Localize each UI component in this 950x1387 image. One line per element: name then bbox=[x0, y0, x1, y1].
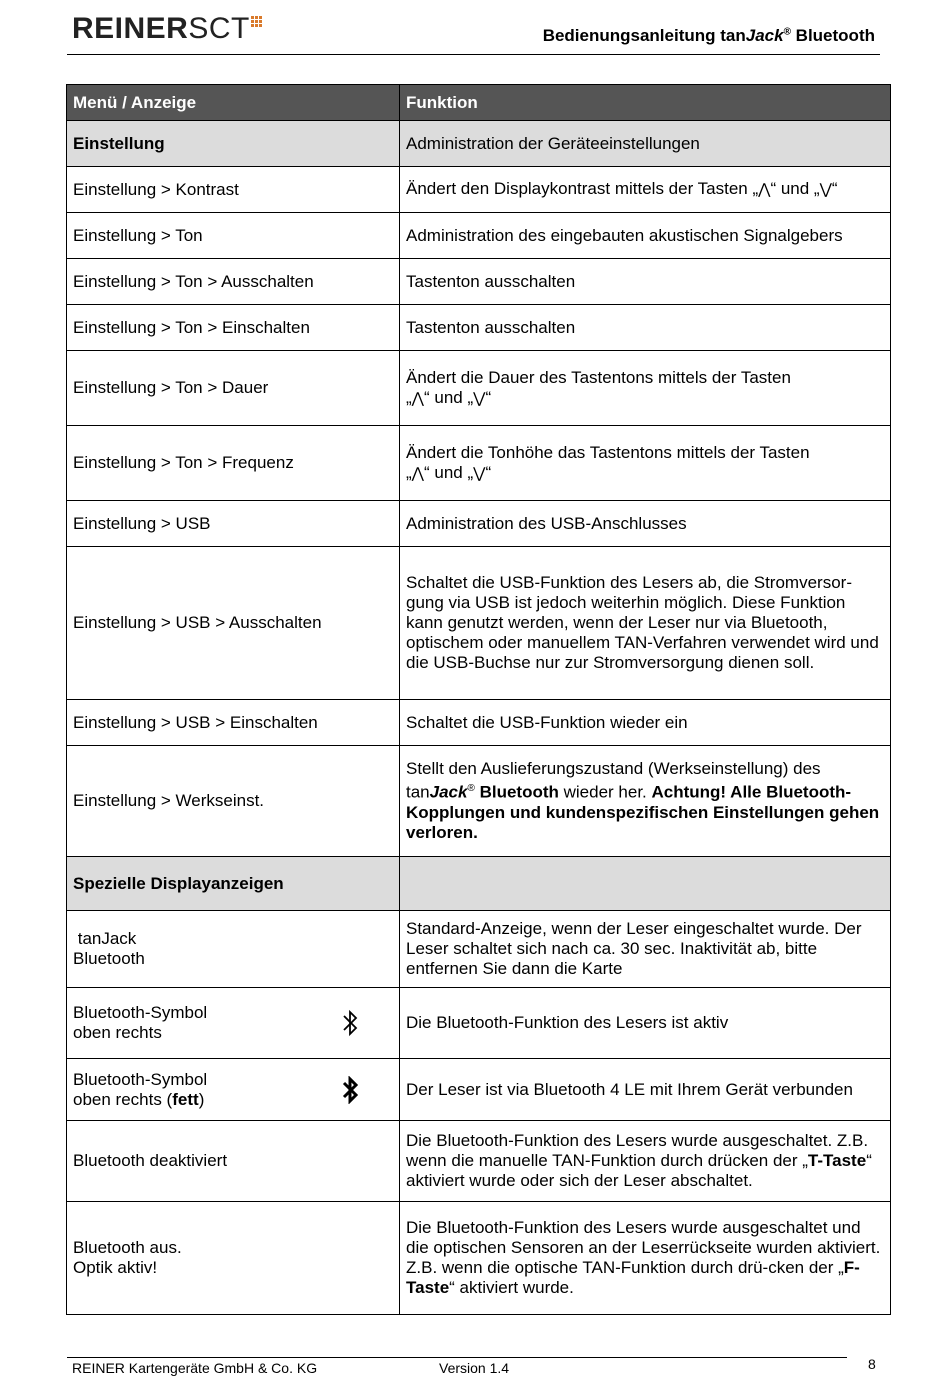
function-text: “ aktiviert wurde. bbox=[449, 1278, 574, 1297]
logo-text bbox=[72, 12, 250, 46]
function-cell: Administration des USB-Anschlusses bbox=[400, 501, 891, 547]
function-cell: Tastenton ausschalten bbox=[400, 259, 891, 305]
brand-suffix: Bluetooth bbox=[474, 782, 559, 802]
menu-cell bbox=[67, 988, 400, 1059]
down-arrow-icon: ⋁ bbox=[819, 181, 832, 198]
function-text: wieder her. bbox=[558, 782, 652, 802]
function-text: “ und „ bbox=[423, 387, 474, 407]
title-prefix: Bedienungsanleitung tan bbox=[542, 26, 746, 45]
table-row bbox=[67, 547, 891, 700]
menu-text-bold: fett bbox=[172, 1089, 199, 1109]
down-arrow-icon: ⋁ bbox=[473, 464, 486, 482]
function-cell bbox=[400, 746, 891, 857]
table-row bbox=[67, 857, 891, 911]
menu-cell: Einstellung > USB bbox=[67, 501, 400, 547]
table-header-row bbox=[67, 85, 891, 121]
menu-cell: Bluetooth deaktiviert bbox=[67, 1121, 400, 1202]
function-text: “ bbox=[485, 462, 492, 482]
column-header-function: Funktion bbox=[400, 85, 891, 121]
function-cell: Administration des eingebauten akustischen Signalgebers bbox=[400, 213, 891, 259]
menu-text: oben rechts bbox=[73, 1023, 162, 1042]
function-text: “ und „ bbox=[423, 462, 474, 482]
function-cell: Tastenton ausschalten bbox=[400, 305, 891, 351]
logo-chip-icon bbox=[251, 16, 262, 27]
function-cell: Standard-Anzeige, wenn der Leser eingeschaltet wurde. Der Leser schaltet sich nach ca. 30 sec. Inaktivität ab, bitte entfernen Sie dann die Karte bbox=[400, 911, 891, 988]
up-arrow-icon: ⋀ bbox=[411, 389, 424, 407]
menu-text: oben rechts ( bbox=[73, 1089, 173, 1109]
menu-cell: Einstellung > Werkseinst. bbox=[67, 746, 400, 857]
function-cell bbox=[400, 351, 891, 426]
menu-function-table bbox=[66, 84, 891, 1315]
function-cell: Schaltet die USB-Funktion des Lesers ab, die Stromversor-gung via USB ist jedoch weiterhin möglich. Diese Funktion kann genutzt werden, wenn der Leser nur via Bluetooth, optischem oder manuellem TAN-Verfahren verwendet wird und die USB-Buchse nur zur Stromversorgung dienen soll. bbox=[400, 547, 891, 700]
footer-divider bbox=[67, 1357, 847, 1358]
function-cell bbox=[400, 1202, 891, 1315]
function-cell bbox=[400, 167, 891, 213]
function-cell: Administration der Geräteeinstellungen bbox=[400, 121, 891, 167]
menu-text: Bluetooth bbox=[73, 949, 145, 968]
menu-text: tanJack bbox=[73, 929, 137, 948]
title-registered-mark: ® bbox=[783, 26, 791, 38]
table-row bbox=[67, 1202, 891, 1315]
table-row bbox=[67, 351, 891, 426]
menu-text: ) bbox=[198, 1089, 205, 1109]
table-row bbox=[67, 501, 891, 547]
company-logo bbox=[72, 12, 262, 46]
footer-version: Version 1.4 bbox=[439, 1360, 510, 1376]
menu-cell bbox=[67, 1202, 400, 1315]
bluetooth-bold-icon bbox=[341, 1076, 359, 1104]
function-text: Die Bluetooth-Funktion des Lesers wurde ausgeschaltet und die optischen Sensoren an der Leserrückseite wurden aktiviert. Z.B. wenn die optische TAN-Funktion durch drü-cken der „ bbox=[406, 1218, 881, 1277]
page-title bbox=[543, 26, 875, 46]
table-row bbox=[67, 911, 891, 988]
function-cell bbox=[400, 1121, 891, 1202]
menu-text: Optik aktiv! bbox=[73, 1258, 158, 1277]
table-row bbox=[67, 426, 891, 501]
function-text: “ aktiviert wurde oder sich der Leser abschaltet. bbox=[406, 1151, 872, 1190]
menu-cell: Einstellung > USB > Ausschalten bbox=[67, 547, 400, 700]
registered-mark: ® bbox=[467, 783, 475, 795]
table-row bbox=[67, 746, 891, 857]
key-name: T-Taste bbox=[807, 1151, 867, 1170]
logo-text-thin: SCT bbox=[188, 12, 250, 45]
table-row bbox=[67, 213, 891, 259]
menu-cell: Einstellung > USB > Einschalten bbox=[67, 700, 400, 746]
function-cell bbox=[400, 426, 891, 501]
table-row bbox=[67, 121, 891, 167]
table-row bbox=[67, 305, 891, 351]
menu-cell: Einstellung > Ton > Ausschalten bbox=[67, 259, 400, 305]
function-text: “ bbox=[485, 387, 492, 407]
warning-text: Achtung! Alle Bluetooth-Kopplungen und kundenspezifischen Einstellungen gehen verloren. bbox=[406, 782, 880, 842]
page-number: 8 bbox=[868, 1356, 876, 1372]
menu-text: Bluetooth-Symbol bbox=[73, 1069, 208, 1089]
menu-cell: Einstellung > Ton > Frequenz bbox=[67, 426, 400, 501]
table-row bbox=[67, 167, 891, 213]
function-text: “ und „ bbox=[770, 179, 820, 198]
menu-cell: Einstellung > Ton > Dauer bbox=[67, 351, 400, 426]
function-text: Ändert den Displaykontrast mittels der Tasten „ bbox=[406, 179, 759, 198]
table-row bbox=[67, 1059, 891, 1121]
down-arrow-icon: ⋁ bbox=[473, 389, 486, 407]
menu-text: Bluetooth aus. bbox=[73, 1238, 182, 1257]
title-brand: Jack bbox=[745, 26, 784, 45]
footer-company: REINER Kartengeräte GmbH & Co. KG bbox=[72, 1360, 318, 1376]
table-row bbox=[67, 700, 891, 746]
table-row bbox=[67, 1121, 891, 1202]
menu-cell: Einstellung > Kontrast bbox=[67, 167, 400, 213]
function-cell: Der Leser ist via Bluetooth 4 LE mit Ihrem Gerät verbunden bbox=[400, 1059, 891, 1121]
brand-name: Jack bbox=[429, 782, 468, 802]
bluetooth-icon bbox=[341, 1009, 359, 1037]
menu-cell: Einstellung > Ton > Einschalten bbox=[67, 305, 400, 351]
menu-cell bbox=[67, 911, 400, 988]
menu-cell: Spezielle Displayanzeigen bbox=[67, 857, 400, 911]
function-cell bbox=[400, 857, 891, 911]
function-text: “ bbox=[831, 179, 838, 198]
function-cell: Schaltet die USB-Funktion wieder ein bbox=[400, 700, 891, 746]
function-text: Ändert die Dauer des Tastentons mittels der Tasten bbox=[406, 367, 791, 387]
table-row bbox=[67, 259, 891, 305]
function-text: „ bbox=[406, 387, 412, 407]
menu-cell bbox=[67, 1059, 400, 1121]
menu-text: Bluetooth-Symbol bbox=[73, 1003, 208, 1022]
key-name: F-Taste bbox=[406, 1258, 860, 1297]
title-suffix: Bluetooth bbox=[790, 26, 875, 45]
function-text: Stellt den Auslieferungszustand (Werkseinstellung) des tan bbox=[406, 759, 821, 802]
up-arrow-icon: ⋀ bbox=[758, 181, 771, 198]
function-text: Die Bluetooth-Funktion des Lesers wurde ausgeschaltet. Z.B. wenn die manuelle TAN-Funktion durch drücken der „ bbox=[406, 1131, 869, 1170]
header-divider bbox=[67, 54, 880, 55]
logo-text-bold: REINER bbox=[72, 12, 189, 45]
function-cell: Die Bluetooth-Funktion des Lesers ist aktiv bbox=[400, 988, 891, 1059]
menu-cell: Einstellung > Ton bbox=[67, 213, 400, 259]
up-arrow-icon: ⋀ bbox=[411, 464, 424, 482]
table-row bbox=[67, 988, 891, 1059]
menu-cell: Einstellung bbox=[67, 121, 400, 167]
function-text: Ändert die Tonhöhe das Tastentons mittels der Tasten bbox=[406, 442, 810, 462]
column-header-menu: Menü / Anzeige bbox=[67, 85, 400, 121]
function-text: „ bbox=[406, 462, 412, 482]
